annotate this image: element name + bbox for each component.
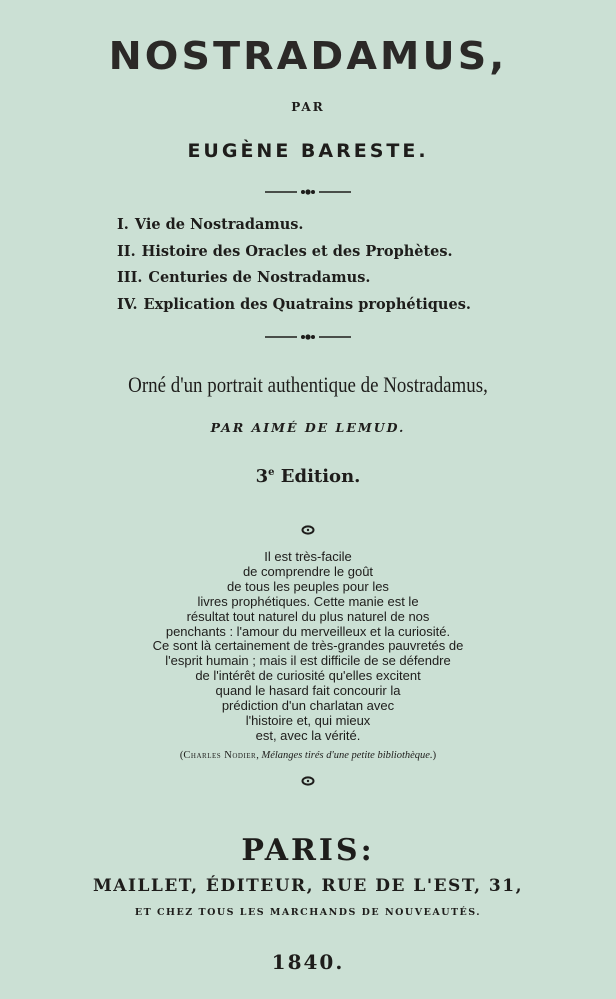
divider-ornament-middle bbox=[0, 330, 616, 344]
edition-statement bbox=[0, 466, 616, 487]
epigraph-line: livres prophétiques. Cette manie est le bbox=[197, 593, 419, 609]
epigraph-line: quand le hasard fait concourir la bbox=[215, 683, 401, 699]
author-name: EUGÈNE BARESTE. bbox=[187, 140, 429, 162]
imprint-dealers: ET CHEZ TOUS LES MARCHANDS DE NOUVEAUTÉS. bbox=[134, 907, 482, 918]
edition-suffix: e bbox=[268, 467, 275, 478]
contents-text: Vie de Nostradamus. bbox=[134, 216, 304, 233]
imprint-city: PARIS: bbox=[241, 833, 375, 868]
contents-text: Histoire des Oracles et des Prophètes. bbox=[141, 242, 453, 260]
fleuron-icon bbox=[0, 525, 616, 537]
epigraph-attribution: (Charles Nodier, Mélanges tirés d'une petite bibliothèque.) bbox=[179, 750, 437, 761]
divider-ornament-top bbox=[0, 185, 616, 199]
contents-item bbox=[117, 212, 597, 239]
epigraph-line: est, avec la vérité. bbox=[255, 727, 361, 743]
contents-number: IV. bbox=[117, 295, 138, 313]
contents-number: I. bbox=[117, 216, 129, 233]
epigraph-line: Il est très-facile bbox=[264, 549, 352, 564]
contents-item bbox=[117, 265, 597, 292]
epigraph-line: prédiction d'un charlatan avec bbox=[221, 698, 395, 714]
fleuron-icon bbox=[0, 776, 616, 788]
book-title: NOSTRADAMUS, bbox=[108, 34, 508, 78]
epigraph-line: Ce sont là certainement de très-grandes pauvretés de bbox=[152, 638, 464, 654]
contents-text: Explication des Quatrains prophétiques. bbox=[143, 295, 471, 313]
epigraph-line: l'histoire et, qui mieux bbox=[245, 712, 371, 728]
portrait-note: Orné d'un portrait authentique de Nostradamus, bbox=[128, 372, 488, 397]
epigraph-line: résultat tout naturel du plus naturel de nos bbox=[186, 608, 430, 624]
imprint-publisher: MAILLET, ÉDITEUR, RUE DE L'EST, 31, bbox=[92, 876, 524, 896]
contents-list bbox=[117, 212, 597, 318]
epigraph-line: de l'intérêt de curiosité qu'elles excitent bbox=[195, 668, 421, 684]
by-label: PAR bbox=[291, 100, 325, 114]
contents-text: Centuries de Nostradamus. bbox=[148, 269, 371, 286]
imprint-year: 1840. bbox=[271, 950, 345, 974]
contents-item bbox=[117, 292, 597, 319]
epigraph bbox=[0, 550, 616, 744]
engraver-credit: PAR AIMÉ DE LEMUD. bbox=[210, 420, 406, 435]
edition-number: 3 bbox=[255, 466, 269, 487]
contents-number: II. bbox=[117, 242, 136, 260]
epigraph-line: de tous les peuples pour les bbox=[227, 578, 389, 594]
contents-item bbox=[117, 239, 597, 266]
epigraph-line: de comprendre le goût bbox=[242, 563, 374, 579]
attribution-author: Charles Nodier bbox=[183, 750, 257, 761]
attribution-source: Mélanges tirés d'une petite bibliothèque. bbox=[261, 750, 433, 761]
epigraph-line: l'esprit humain ; mais il est difficile de se défendre bbox=[165, 653, 451, 669]
contents-number: III. bbox=[117, 269, 143, 286]
epigraph-line: penchants : l'amour du merveilleux et la curiosité. bbox=[165, 623, 451, 639]
edition-label: Edition. bbox=[280, 466, 361, 487]
